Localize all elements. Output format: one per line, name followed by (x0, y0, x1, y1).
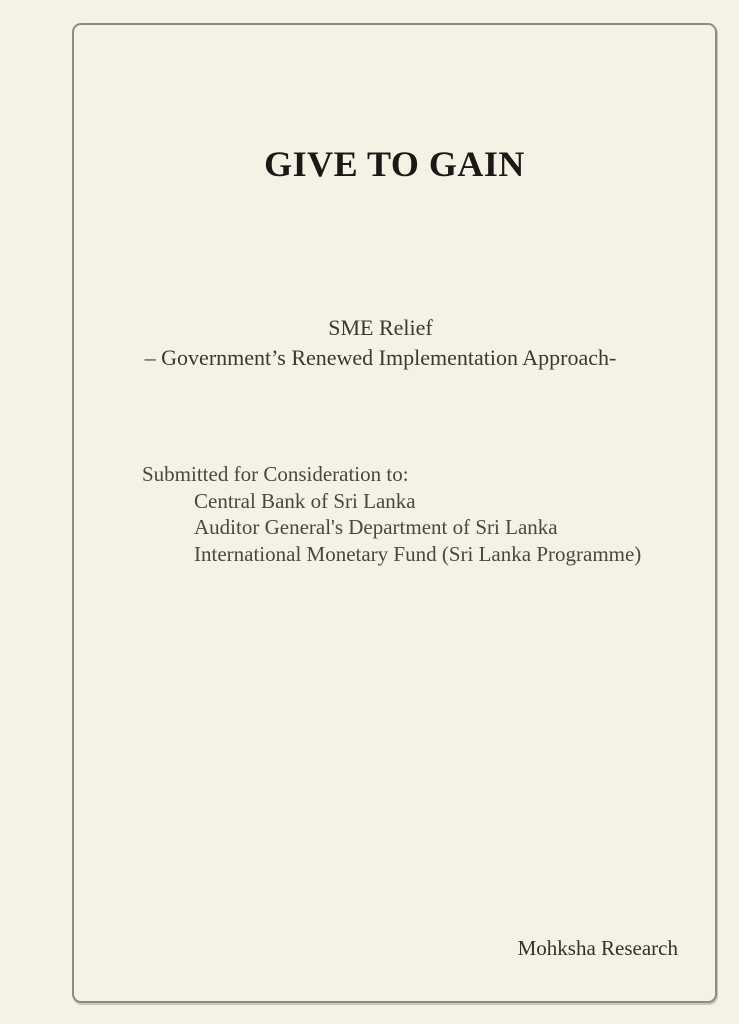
recipient-list (194, 488, 685, 568)
subtitle-line-1: SME Relief (328, 315, 433, 340)
document-subtitle (74, 313, 687, 373)
subtitle-line-2: – Government’s Renewed Implementation Approach- (144, 345, 617, 370)
document-title: GIVE TO GAIN (264, 144, 525, 184)
page-border-frame (72, 23, 717, 1003)
submission-block (142, 461, 685, 567)
recipient-item: Auditor General's Department of Sri Lanka (194, 515, 558, 539)
attribution: Mohksha Research (517, 936, 678, 960)
recipient-item: International Monetary Fund (Sri Lanka Programme) (194, 541, 642, 566)
recipient-item: Central Bank of Sri Lanka (194, 488, 416, 513)
submission-heading: Submitted for Consideration to: (142, 462, 409, 486)
